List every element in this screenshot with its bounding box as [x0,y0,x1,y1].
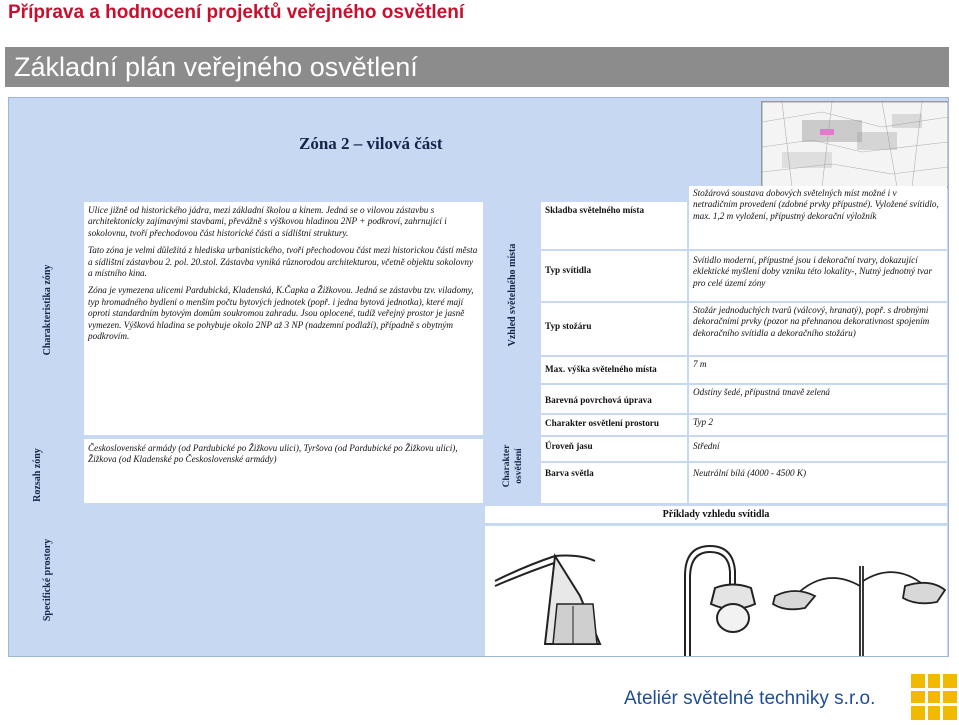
characteristics-text [84,202,483,435]
appearance-row-value: Svítidlo moderní, přípustné jsou i dekorační tvary, dokazující eklektické myšlení doby vzniku této lokality-, Nutný jednotný tvar pro celé území zóny [689,251,947,301]
section-label-range: Rozsah zóny [32,448,43,502]
appearance-row-label: Max. výška světelného místa [541,357,687,383]
company-logo [911,674,957,720]
document-scan [8,97,949,657]
appearance-row-label: Typ stožáru [541,303,687,355]
character-row-value: Neutrální bílá (4000 - 4500 K) [689,463,947,503]
zone-map-image [761,101,949,188]
luminaire-examples [485,526,947,657]
characteristics-paragraph: Ulice jižně od historického jádra, mezi základní školou a kinem. Jedná se o vilovou zástavbu s architektonicky zajímavými stavbami, převážně s výškovou hladinou 2NP + podkroví, zahrnující i sokolovnu, tvoří přechodovou část historické části a sídlištní struktury. [88,205,447,238]
examples-title: Příklady vzhledu svítidla [485,506,947,523]
section-label-character: Charakter osvětlení [502,444,524,488]
luminaire-example-3 [773,566,945,657]
appearance-row-value: Odstíny šedé, přípustná tmavě zelená [689,385,947,413]
character-row-label: Barva světla [541,463,687,503]
appearance-row-label: Barevná povrchová úprava [541,385,687,413]
deck-title: Příprava a hodnocení projektů veřejného osvětlení [8,2,465,23]
appearance-row-value: Stožár jednoduchých tvarů (válcový, hranatý), popř. s drobnými dekoračními prvky (pozor na přehnanou dekorativnost spojením dekoračního svítidla a dekoračního stožáru) [689,303,947,355]
character-row-value: Typ 2 [689,415,947,435]
luminaire-example-2 [685,546,755,657]
character-row-label: Úroveň jasu [541,437,687,461]
appearance-row-label: Skladba světelného místa [541,202,687,249]
appearance-row-label: Typ svítidla [541,251,687,301]
slide-title: Základní plán veřejného osvětlení [5,47,949,87]
character-row-label: Charakter osvětlení prostoru [541,415,687,435]
character-row-value: Střední [689,437,947,461]
luminaire-illustrations [485,526,947,657]
section-label-appearance: Vzhled světelného místa [507,243,518,347]
characteristics-paragraph: Zóna je vymezena ulicemi Pardubická, Kladenská, K.Čapka a Žižkovou. Jedná se zástavbu tzv. viladomy, typ hromadného bydlení o menším počtu bytových jednotek (popř. i jedna bytová jednotka), které mají oproti standardním bytovým domům soukromou zahradu. Jsou oplocené, tudíž veřejný prostor je jasně vymezen. Výšková hladina se pohybuje okolo 2NP až 3 NP (nadzemní podlaží), případně s obytným podkrovím. [88,285,474,342]
specific-spaces-cell [84,506,483,657]
appearance-row-value: Stožárová soustava dobových světelných míst možné i v netradičním provedení (zdobné prvky přípustné). Vyložené svítidlo, max. 1,2 m vyložení, přípustný dekorační výložník [689,186,947,249]
range-text: Československé armády (od Pardubické po Žižkovu ulici), Tyršova (od Pardubické po Žižkovu ulici), Žižkova (od Kladenské po Československé armády) [84,439,483,503]
appearance-row-value: 7 m [689,357,947,383]
luminaire-example-1 [495,556,600,644]
section-label-specific: Specifické prostory [42,538,53,622]
characteristics-paragraph: Tato zóna je velmi důležitá z hlediska urbanistického, tvoří přechodovou část mezi historickou částí města a sídlištní zástavbou 2. pol. 20.stol. Zástavba vyniká různorodou architekturou, včetně objektu sokolovny a místního kina. [88,245,478,279]
section-label-characteristics: Charakteristika zóny [42,264,53,356]
zone-title: Zóna 2 – vilová část [299,134,443,153]
company-name: Ateliér světelné techniky s.r.o. [624,688,876,709]
